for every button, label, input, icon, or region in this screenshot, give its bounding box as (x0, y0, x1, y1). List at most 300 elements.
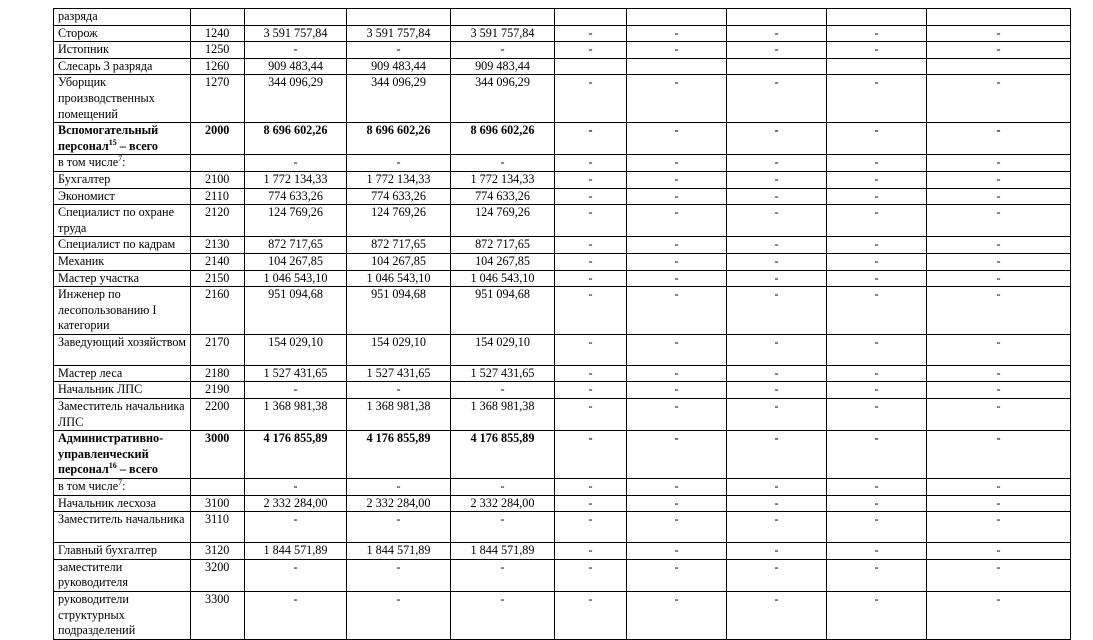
empty-value-cell: - (627, 479, 727, 496)
empty-value-cell: - (827, 42, 927, 59)
empty-value-cell: - (927, 205, 1071, 237)
empty-value-cell: - (827, 543, 927, 560)
empty-value-cell: - (927, 42, 1071, 59)
empty-value-cell (555, 9, 627, 26)
table-row (54, 365, 1071, 382)
empty-value-cell: - (927, 25, 1071, 42)
empty-value-cell: - (727, 205, 827, 237)
position-name-cell (54, 75, 191, 123)
empty-value-cell: - (927, 399, 1071, 431)
amount-cell: 951 094,68 (347, 287, 451, 335)
position-name: Заместитель начальника ЛПС (58, 399, 185, 429)
amount-cell: 2 332 284,00 (245, 495, 347, 512)
empty-value-cell (727, 9, 827, 26)
table-row (54, 42, 1071, 59)
position-name-cell (54, 42, 191, 59)
row-code: 3200 (191, 559, 245, 591)
amount-cell: 872 717,65 (347, 237, 451, 254)
position-name-cell (54, 543, 191, 560)
empty-value-cell: - (927, 75, 1071, 123)
empty-value-cell: - (827, 237, 927, 254)
empty-value-cell: - (555, 559, 627, 591)
position-name-cell (54, 270, 191, 287)
position-name: Заместитель начальника (58, 512, 185, 527)
amount-cell: 909 483,44 (347, 58, 451, 75)
row-code: 1240 (191, 25, 245, 42)
amount-cell: 774 633,26 (245, 188, 347, 205)
empty-value-cell: - (555, 270, 627, 287)
amount-cell: 909 483,44 (245, 58, 347, 75)
table-row (54, 431, 1071, 479)
amount-cell: 8 696 602,26 (347, 123, 451, 155)
empty-value-cell: - (555, 431, 627, 479)
empty-value-cell: - (827, 205, 927, 237)
amount-cell (451, 9, 555, 26)
empty-value-cell: - (927, 171, 1071, 188)
row-code: 1260 (191, 58, 245, 75)
amount-cell: 2 332 284,00 (347, 495, 451, 512)
empty-value-cell (927, 58, 1071, 75)
amount-cell: 104 267,85 (347, 253, 451, 270)
empty-value-cell: - (555, 287, 627, 335)
amount-cell: - (347, 155, 451, 172)
position-name-cell (54, 155, 191, 172)
footnote-ref: 15 (108, 137, 117, 147)
empty-value-cell: - (927, 287, 1071, 335)
position-name-cell (54, 495, 191, 512)
empty-value-cell (555, 58, 627, 75)
table-row (54, 495, 1071, 512)
empty-value-cell: - (727, 382, 827, 399)
amount-cell: 8 696 602,26 (245, 123, 347, 155)
table-row (54, 559, 1071, 591)
row-code: 3000 (191, 431, 245, 479)
empty-value-cell: - (827, 270, 927, 287)
amount-cell: - (451, 559, 555, 591)
empty-value-cell: - (555, 42, 627, 59)
position-name-suffix: – всего (116, 138, 158, 153)
empty-value-cell: - (627, 188, 727, 205)
empty-value-cell: - (927, 155, 1071, 172)
empty-value-cell: - (627, 334, 727, 365)
amount-cell: 1 046 543,10 (245, 270, 347, 287)
amount-cell: 774 633,26 (347, 188, 451, 205)
amount-cell: 1 772 134,33 (245, 171, 347, 188)
position-name-cell (54, 382, 191, 399)
empty-value-cell (827, 58, 927, 75)
amount-cell: 1 046 543,10 (451, 270, 555, 287)
amount-cell: 154 029,10 (347, 334, 451, 365)
empty-value-cell: - (627, 155, 727, 172)
empty-value-cell: - (727, 155, 827, 172)
position-name: Механик (58, 253, 105, 268)
empty-value-cell: - (727, 253, 827, 270)
amount-cell: - (347, 592, 451, 640)
amount-cell (347, 9, 451, 26)
amount-cell: 344 096,29 (451, 75, 555, 123)
amount-cell: - (245, 512, 347, 543)
empty-value-cell: - (627, 365, 727, 382)
amount-cell: 104 267,85 (451, 253, 555, 270)
empty-value-cell (627, 58, 727, 75)
empty-value-cell: - (727, 365, 827, 382)
row-code: 3100 (191, 495, 245, 512)
table-row (54, 205, 1071, 237)
position-name-cell (54, 9, 191, 26)
table-row (54, 287, 1071, 335)
amount-cell (245, 9, 347, 26)
empty-value-cell: - (555, 495, 627, 512)
empty-value-cell: - (727, 75, 827, 123)
amount-cell: 1 527 431,65 (451, 365, 555, 382)
position-name: Уборщик производственных помещений (58, 75, 155, 121)
table-row (54, 58, 1071, 75)
row-code: 2180 (191, 365, 245, 382)
row-code: 2110 (191, 188, 245, 205)
amount-cell: 8 696 602,26 (451, 123, 555, 155)
empty-value-cell: - (927, 382, 1071, 399)
amount-cell: 4 176 855,89 (245, 431, 347, 479)
amount-cell: 1 844 571,89 (347, 543, 451, 560)
empty-value-cell: - (555, 237, 627, 254)
amount-cell: 1 844 571,89 (451, 543, 555, 560)
empty-value-cell: - (827, 253, 927, 270)
position-name-suffix: : (122, 479, 126, 494)
empty-value-cell: - (727, 171, 827, 188)
row-code: 3300 (191, 592, 245, 640)
amount-cell: - (245, 592, 347, 640)
amount-cell: 1 844 571,89 (245, 543, 347, 560)
position-name-cell (54, 431, 191, 479)
amount-cell: 1 046 543,10 (347, 270, 451, 287)
row-code: 2190 (191, 382, 245, 399)
footnote-ref: 7 (118, 154, 123, 164)
position-name-cell (54, 58, 191, 75)
empty-value-cell: - (555, 365, 627, 382)
empty-value-cell: - (927, 237, 1071, 254)
amount-cell: 2 332 284,00 (451, 495, 555, 512)
amount-cell: - (451, 512, 555, 543)
empty-value-cell: - (727, 592, 827, 640)
empty-value-cell: - (827, 365, 927, 382)
amount-cell: - (347, 479, 451, 496)
amount-cell: 3 591 757,84 (451, 25, 555, 42)
table-row (54, 155, 1071, 172)
table-row (54, 399, 1071, 431)
row-code (191, 155, 245, 172)
amount-cell: - (347, 512, 451, 543)
empty-value-cell: - (627, 559, 727, 591)
position-name: в том числе (58, 155, 119, 170)
amount-cell: 4 176 855,89 (347, 431, 451, 479)
position-name-suffix: – всего (116, 462, 158, 477)
amount-cell: 909 483,44 (451, 58, 555, 75)
empty-value-cell: - (827, 592, 927, 640)
position-name: Истопник (58, 42, 109, 57)
position-name: Мастер леса (58, 365, 123, 380)
amount-cell: 3 591 757,84 (245, 25, 347, 42)
empty-value-cell: - (927, 479, 1071, 496)
footnote-ref: 16 (108, 461, 117, 471)
footnote-ref: 7 (118, 478, 123, 487)
position-name: Сторож (58, 25, 98, 40)
empty-value-cell: - (727, 543, 827, 560)
row-code: 2130 (191, 237, 245, 254)
position-name: Начальник ЛПС (58, 382, 143, 397)
empty-value-cell: - (827, 512, 927, 543)
amount-cell: 1 772 134,33 (347, 171, 451, 188)
row-code: 1270 (191, 75, 245, 123)
empty-value-cell: - (927, 188, 1071, 205)
position-name-cell (54, 253, 191, 270)
position-name-cell (54, 25, 191, 42)
row-code: 2120 (191, 205, 245, 237)
empty-value-cell: - (627, 543, 727, 560)
empty-value-cell: - (827, 123, 927, 155)
empty-value-cell: - (627, 287, 727, 335)
empty-value-cell: - (727, 25, 827, 42)
empty-value-cell: - (827, 334, 927, 365)
empty-value-cell: - (727, 334, 827, 365)
empty-value-cell: - (627, 253, 727, 270)
empty-value-cell: - (827, 287, 927, 335)
empty-value-cell: - (827, 495, 927, 512)
empty-value-cell: - (555, 592, 627, 640)
empty-value-cell: - (927, 431, 1071, 479)
position-name: руководители структурных подразделений (58, 592, 136, 638)
empty-value-cell: - (555, 399, 627, 431)
amount-cell: - (245, 42, 347, 59)
empty-value-cell: - (827, 479, 927, 496)
empty-value-cell: - (627, 42, 727, 59)
table-row (54, 253, 1071, 270)
empty-value-cell: - (555, 188, 627, 205)
empty-value-cell: - (827, 382, 927, 399)
position-name: Вспомогательный персонал (58, 123, 159, 153)
empty-value-cell: - (927, 334, 1071, 365)
position-name-cell (54, 237, 191, 254)
empty-value-cell: - (555, 253, 627, 270)
empty-value-cell: - (927, 270, 1071, 287)
empty-value-cell: - (627, 512, 727, 543)
empty-value-cell: - (627, 592, 727, 640)
empty-value-cell: - (555, 479, 627, 496)
amount-cell: - (451, 592, 555, 640)
empty-value-cell: - (555, 334, 627, 365)
amount-cell: - (451, 479, 555, 496)
position-name: Специалист по кадрам (58, 237, 176, 252)
position-name-cell (54, 399, 191, 431)
empty-value-cell: - (627, 171, 727, 188)
table-row (54, 123, 1071, 155)
position-name: Бухгалтер (58, 171, 111, 186)
amount-cell: 104 267,85 (245, 253, 347, 270)
table-row (54, 25, 1071, 42)
empty-value-cell: - (555, 382, 627, 399)
empty-value-cell (927, 9, 1071, 26)
empty-value-cell: - (927, 592, 1071, 640)
empty-value-cell: - (627, 237, 727, 254)
position-name-cell (54, 171, 191, 188)
empty-value-cell: - (827, 399, 927, 431)
empty-value-cell: - (727, 42, 827, 59)
row-code: 3120 (191, 543, 245, 560)
table-row (54, 237, 1071, 254)
position-name-cell (54, 512, 191, 543)
empty-value-cell: - (827, 155, 927, 172)
amount-cell: 1 527 431,65 (347, 365, 451, 382)
empty-value-cell: - (555, 155, 627, 172)
amount-cell: 774 633,26 (451, 188, 555, 205)
amount-cell: - (451, 382, 555, 399)
empty-value-cell: - (827, 188, 927, 205)
position-name: Начальник лесхоза (58, 495, 157, 510)
amount-cell: 124 769,26 (451, 205, 555, 237)
empty-value-cell: - (627, 123, 727, 155)
position-name-cell (54, 188, 191, 205)
position-name-cell (54, 287, 191, 335)
position-name-cell (54, 365, 191, 382)
position-name: Экономист (58, 188, 115, 203)
empty-value-cell: - (555, 205, 627, 237)
amount-cell: - (451, 42, 555, 59)
empty-value-cell: - (827, 431, 927, 479)
empty-value-cell: - (827, 25, 927, 42)
position-name-cell (54, 592, 191, 640)
empty-value-cell: - (555, 543, 627, 560)
amount-cell: 1 368 981,38 (347, 399, 451, 431)
amount-cell: - (245, 155, 347, 172)
table-row (54, 382, 1071, 399)
row-code: 2170 (191, 334, 245, 365)
row-code: 2160 (191, 287, 245, 335)
amount-cell: 1 368 981,38 (451, 399, 555, 431)
row-code: 3110 (191, 512, 245, 543)
position-name: в том числе (58, 479, 119, 494)
amount-cell: - (451, 155, 555, 172)
amount-cell: 124 769,26 (347, 205, 451, 237)
position-name-suffix: : (122, 155, 126, 170)
amount-cell: - (245, 382, 347, 399)
empty-value-cell: - (727, 287, 827, 335)
empty-value-cell: - (727, 512, 827, 543)
amount-cell: 951 094,68 (451, 287, 555, 335)
amount-cell: 154 029,10 (245, 334, 347, 365)
amount-cell: - (245, 559, 347, 591)
empty-value-cell: - (627, 431, 727, 479)
row-code: 2200 (191, 399, 245, 431)
empty-value-cell: - (927, 253, 1071, 270)
table-row (54, 270, 1071, 287)
empty-value-cell: - (727, 188, 827, 205)
empty-value-cell: - (627, 75, 727, 123)
empty-value-cell: - (927, 123, 1071, 155)
empty-value-cell: - (827, 75, 927, 123)
staff-cost-table (53, 8, 1071, 640)
row-code: 2100 (191, 171, 245, 188)
amount-cell: 4 176 855,89 (451, 431, 555, 479)
position-name: Слесарь 3 разряда (58, 58, 153, 73)
empty-value-cell (627, 9, 727, 26)
empty-value-cell: - (627, 205, 727, 237)
position-name-cell (54, 334, 191, 365)
empty-value-cell (827, 9, 927, 26)
row-code: 2000 (191, 123, 245, 155)
amount-cell: - (347, 42, 451, 59)
table-row (54, 512, 1071, 543)
row-code: 2150 (191, 270, 245, 287)
amount-cell: 1 527 431,65 (245, 365, 347, 382)
empty-value-cell: - (727, 399, 827, 431)
empty-value-cell: - (555, 512, 627, 543)
empty-value-cell (727, 58, 827, 75)
table-row (54, 479, 1071, 496)
position-name-cell (54, 123, 191, 155)
empty-value-cell: - (627, 382, 727, 399)
table-row (54, 188, 1071, 205)
amount-cell: 344 096,29 (245, 75, 347, 123)
empty-value-cell: - (727, 123, 827, 155)
amount-cell: 1 772 134,33 (451, 171, 555, 188)
amount-cell: 344 096,29 (347, 75, 451, 123)
position-name: Административно-управленческий персонал (58, 431, 164, 477)
empty-value-cell: - (555, 171, 627, 188)
position-name: разряда (58, 9, 98, 23)
row-code (191, 479, 245, 496)
amount-cell: - (347, 559, 451, 591)
position-name: Главный бухгалтер (58, 543, 158, 558)
amount-cell: 872 717,65 (245, 237, 347, 254)
empty-value-cell: - (727, 479, 827, 496)
empty-value-cell: - (727, 559, 827, 591)
empty-value-cell: - (927, 559, 1071, 591)
row-code: 1250 (191, 42, 245, 59)
position-name: заместители руководителя (58, 559, 128, 590)
empty-value-cell: - (727, 237, 827, 254)
empty-value-cell: - (555, 75, 627, 123)
position-name: Мастер участка (58, 270, 140, 285)
empty-value-cell: - (927, 495, 1071, 512)
table-row (54, 592, 1071, 640)
row-code: 2140 (191, 253, 245, 270)
row-code (191, 9, 245, 26)
empty-value-cell: - (927, 512, 1071, 543)
empty-value-cell: - (927, 365, 1071, 382)
amount-cell: 872 717,65 (451, 237, 555, 254)
table-row (54, 75, 1071, 123)
empty-value-cell: - (827, 559, 927, 591)
empty-value-cell: - (555, 123, 627, 155)
position-name-cell (54, 205, 191, 237)
empty-value-cell: - (627, 495, 727, 512)
table-row (54, 171, 1071, 188)
empty-value-cell: - (727, 431, 827, 479)
amount-cell: 124 769,26 (245, 205, 347, 237)
table-row (54, 543, 1071, 560)
position-name: Инженер по лесопользованию I категории (58, 287, 157, 333)
empty-value-cell: - (927, 543, 1071, 560)
amount-cell: 3 591 757,84 (347, 25, 451, 42)
empty-value-cell: - (727, 270, 827, 287)
empty-value-cell: - (627, 270, 727, 287)
empty-value-cell: - (827, 171, 927, 188)
amount-cell: - (347, 382, 451, 399)
amount-cell: 951 094,68 (245, 287, 347, 335)
table-row (54, 334, 1071, 365)
amount-cell: - (245, 479, 347, 496)
table-row (54, 9, 1071, 26)
position-name: Заведующий хозяйством (58, 334, 186, 349)
